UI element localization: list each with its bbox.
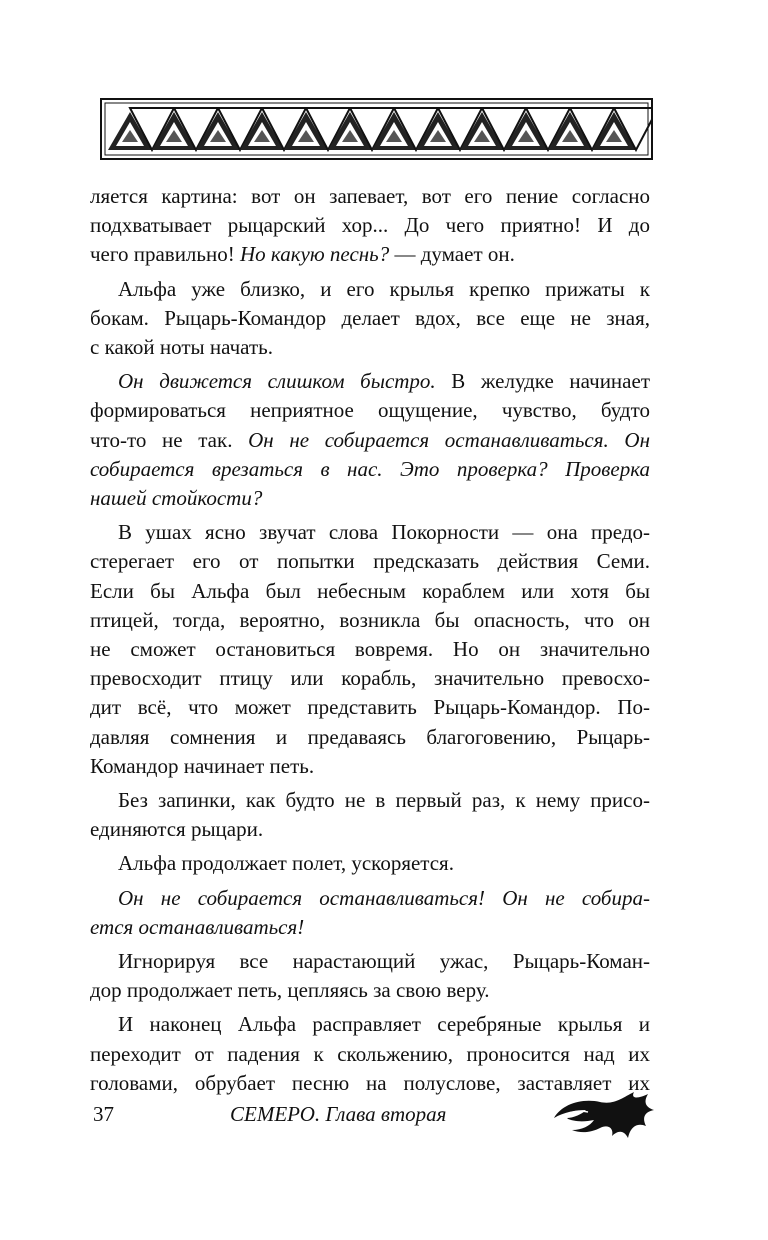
text-line: единяются рыцари. xyxy=(90,817,264,842)
paragraph-2 xyxy=(90,275,650,363)
page-footer xyxy=(0,1088,768,1158)
text-line: ляется картина: вот он запевает, вот его пение согласно xyxy=(90,184,650,208)
text-line: нашей стойкости? xyxy=(90,486,263,511)
text-line: Альфа уже близко, и его крылья крепко прижаты к xyxy=(118,276,650,301)
text-line: бокам. Рыцарь-Командор делает вдох, все еще не зная, xyxy=(90,305,650,330)
paragraph-7 xyxy=(90,884,650,942)
paragraph-9 xyxy=(90,1010,650,1098)
text-line: не сможет остановиться вовремя. Но он значительно xyxy=(90,637,650,662)
dragon-icon xyxy=(548,1088,658,1150)
page-number: 37 xyxy=(93,1102,114,1126)
text-line: собирается врезаться в нас. Это проверка? Проверка xyxy=(90,456,650,481)
paragraph-4 xyxy=(90,518,650,781)
paragraph-8 xyxy=(90,947,650,1005)
text-line: Командор начинает петь. xyxy=(90,753,315,778)
text-line: ется останавливаться! xyxy=(90,914,305,939)
text-line: И наконец Альфа расправляет серебряные крылья и xyxy=(118,1012,650,1037)
text-line: чего правильно! Но какую песнь? — думает он. xyxy=(90,242,515,267)
text-line: дор продолжает петь, цепляясь за свою веру. xyxy=(90,978,490,1003)
text-line: Он не собирается останавливаться! Он не собира- xyxy=(118,885,650,910)
running-title: СЕМЕРО. Глава вторая xyxy=(230,1102,447,1126)
text-line: головами, обрубает песню на полуслове, заставляет их xyxy=(90,1070,650,1095)
body-text xyxy=(90,182,650,1103)
paragraph-5 xyxy=(90,786,650,844)
text-line: переходит от падения к скольжению, проносится над их xyxy=(90,1041,650,1066)
text-line: В ушах ясно звучат слова Покорности — она предо- xyxy=(118,520,650,545)
text-line: Альфа продолжает полет, ускоряется. xyxy=(118,851,454,876)
text-line: птицей, тогда, вероятно, возникла бы опасность, что он xyxy=(90,607,650,632)
ornamental-border-icon xyxy=(100,98,653,160)
text-line: Если бы Альфа был небесным кораблем или хотя бы xyxy=(90,578,650,603)
text-line: Он движется слишком быстро. В желудке начинает xyxy=(118,369,650,394)
text-line: что-то не так. Он не собирается останавливаться. Он xyxy=(90,427,650,452)
text-line: превосходит птицу или корабль, значительно превосхо- xyxy=(90,666,650,691)
paragraph-1 xyxy=(90,182,650,270)
text-line: с какой ноты начать. xyxy=(90,335,273,360)
text-line: Без запинки, как будто не в первый раз, к нему присо- xyxy=(118,788,650,813)
text-line: формироваться неприятное ощущение, чувство, будто xyxy=(90,398,650,423)
paragraph-3 xyxy=(90,367,650,513)
text-line: Игнорируя все нарастающий ужас, Рыцарь-Коман- xyxy=(118,949,650,974)
text-line: давляя сомнения и предаваясь благоговению, Рыцарь- xyxy=(90,724,650,749)
text-line: подхватывает рыцарский хор... До чего приятно! И до xyxy=(90,213,650,238)
text-line: дит всё, что может представить Рыцарь-Командор. По- xyxy=(90,695,650,720)
text-line: стерегает его от попытки предсказать действия Семи. xyxy=(90,549,650,574)
paragraph-6 xyxy=(90,849,650,878)
